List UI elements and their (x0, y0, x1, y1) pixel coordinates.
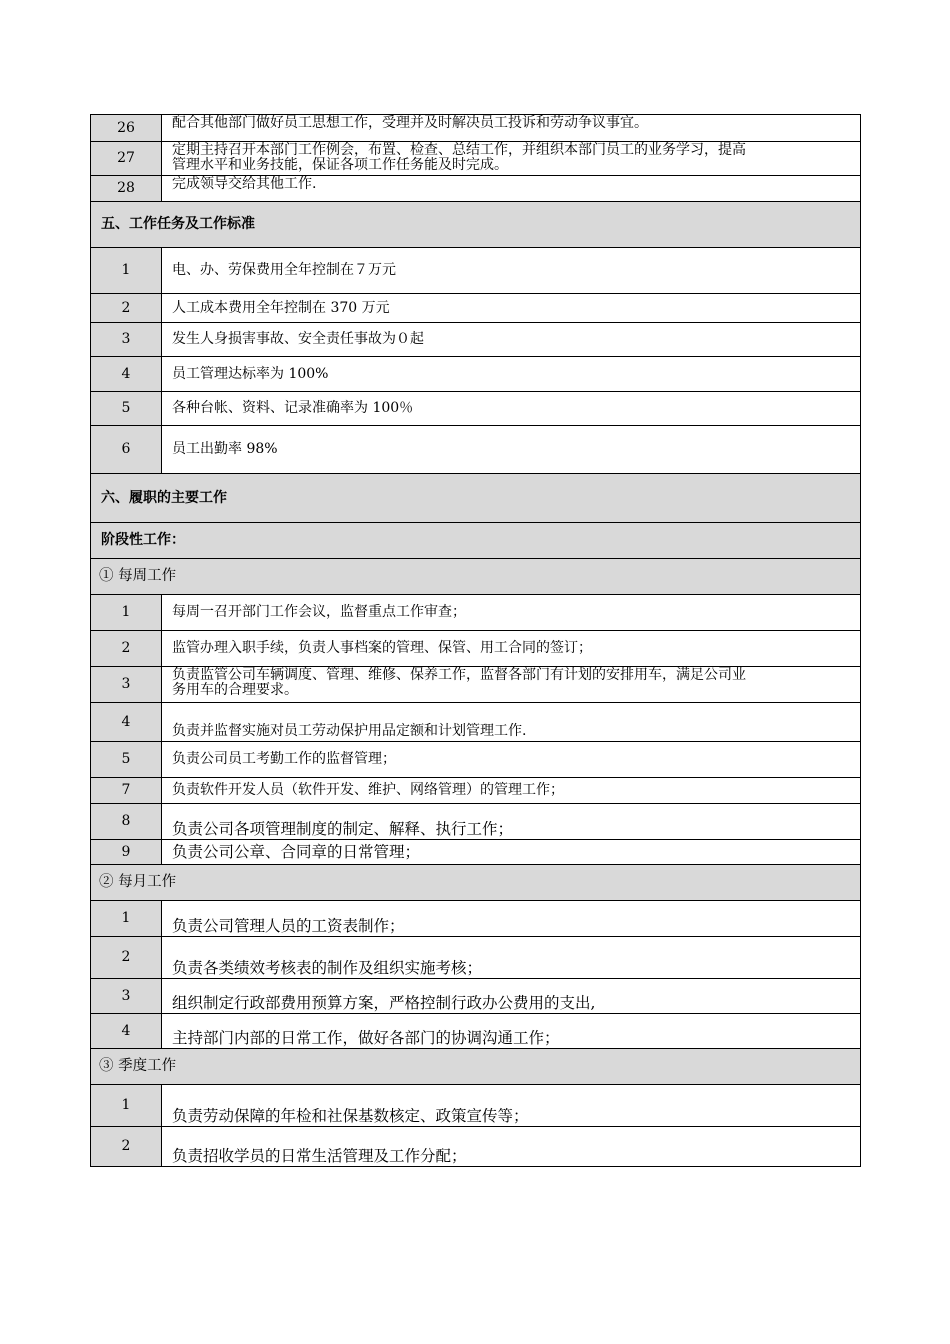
row-number: 1 (91, 901, 162, 937)
table-row (91, 294, 861, 323)
row-text: 主持部门内部的日常工作，做好各部门的协调沟通工作； (162, 1014, 861, 1049)
table-row (91, 1127, 861, 1167)
row-number: 5 (91, 742, 162, 778)
row-number: 2 (91, 937, 162, 979)
row-number: 3 (91, 667, 162, 703)
row-number: 2 (91, 631, 162, 667)
table-row (91, 804, 861, 840)
table-row (91, 901, 861, 937)
section-header-row (91, 202, 861, 248)
subsection-header-row (91, 559, 861, 595)
row-text: 发生人身损害事故、安全责任事故为０起 (162, 323, 861, 357)
row-text: 人工成本费用全年控制在 370 万元 (162, 294, 861, 323)
row-text (162, 667, 861, 703)
row-text: 负责并监督实施对员工劳动保护用品定额和计划管理工作. (162, 703, 861, 742)
row-number: 28 (91, 176, 162, 202)
row-number: 3 (91, 979, 162, 1014)
row-text: 员工管理达标率为 100% (162, 357, 861, 392)
row-text-line-1: 负责监管公司车辆调度、管理、维修、保养工作，监督各部门有计划的安排用车，满足公司业 (172, 667, 746, 683)
row-number: 7 (91, 778, 162, 804)
row-number: 8 (91, 804, 162, 840)
row-text: 负责劳动保障的年检和社保基数核定、政策宣传等； (162, 1085, 861, 1127)
table-row (91, 631, 861, 667)
table-row (91, 1014, 861, 1049)
row-text: 每周一召开部门工作会议，监督重点工作审查； (162, 595, 861, 631)
table-row (91, 426, 861, 474)
table-row (91, 742, 861, 778)
job-description-table (90, 114, 861, 1167)
row-text: 负责公司各项管理制度的制定、解释、执行工作； (162, 804, 861, 840)
row-text: 监管办理入职手续，负责人事档案的管理、保管、用工合同的签订； (162, 631, 861, 667)
row-number: 4 (91, 1014, 162, 1049)
table-row (91, 667, 861, 703)
row-number: 1 (91, 595, 162, 631)
row-number: 27 (91, 142, 162, 176)
table-row (91, 248, 861, 294)
row-number: 6 (91, 426, 162, 474)
row-number: 4 (91, 357, 162, 392)
table-row (91, 703, 861, 742)
table-row (91, 142, 861, 176)
monthly-work-title: ② 每月工作 (91, 865, 861, 901)
row-number: 4 (91, 703, 162, 742)
row-text-line-2: 管理水平和业务技能，保证各项工作任务能及时完成。 (172, 157, 508, 173)
row-text (162, 142, 861, 176)
row-number: 1 (91, 248, 162, 294)
row-text-line-2: 务用车的合理要求。 (172, 682, 298, 698)
row-text: 配合其他部门做好员工思想工作，受理并及时解决员工投诉和劳动争议事宜。 (162, 115, 861, 142)
row-text-line-1: 定期主持召开本部门工作例会，布置、检查、总结工作，并组织本部门员工的业务学习，提高 (172, 142, 746, 158)
table-row (91, 778, 861, 804)
table-row (91, 595, 861, 631)
row-text: 员工出勤率 98% (162, 426, 861, 474)
section-5-title: 五、工作任务及工作标准 (91, 202, 861, 248)
table-row (91, 357, 861, 392)
row-text: 完成领导交给其他工作. (162, 176, 861, 202)
row-text: 负责软件开发人员（软件开发、维护、网络管理）的管理工作； (162, 778, 861, 804)
row-text: 电、办、劳保费用全年控制在７万元 (162, 248, 861, 294)
table-row (91, 840, 861, 865)
table-row (91, 1085, 861, 1127)
row-text: 负责各类绩效考核表的制作及组织实施考核； (162, 937, 861, 979)
quarterly-work-title: ③ 季度工作 (91, 1049, 861, 1085)
table-row (91, 323, 861, 357)
phase-work-title: 阶段性工作： (91, 523, 861, 559)
row-number: 9 (91, 840, 162, 865)
table-row (91, 392, 861, 426)
row-number: 26 (91, 115, 162, 142)
section-6-title: 六、履职的主要工作 (91, 474, 861, 523)
row-text: 负责公司公章、合同章的日常管理； (162, 840, 861, 865)
row-text: 负责公司管理人员的工资表制作； (162, 901, 861, 937)
weekly-work-title: ① 每周工作 (91, 559, 861, 595)
row-text: 各种台帐、资料、记录准确率为 100％ (162, 392, 861, 426)
subsection-header-row (91, 1049, 861, 1085)
table-row (91, 937, 861, 979)
row-number: 1 (91, 1085, 162, 1127)
row-number: 5 (91, 392, 162, 426)
section-header-row (91, 523, 861, 559)
table-row (91, 115, 861, 142)
row-text: 负责公司员工考勤工作的监督管理； (162, 742, 861, 778)
row-number: 3 (91, 323, 162, 357)
row-text: 组织制定行政部费用预算方案，严格控制行政办公费用的支出, (162, 979, 861, 1014)
subsection-header-row (91, 865, 861, 901)
table-row (91, 176, 861, 202)
table-row (91, 979, 861, 1014)
row-number: 2 (91, 1127, 162, 1167)
row-number: 2 (91, 294, 162, 323)
section-header-row (91, 474, 861, 523)
row-text: 负责招收学员的日常生活管理及工作分配； (162, 1127, 861, 1167)
